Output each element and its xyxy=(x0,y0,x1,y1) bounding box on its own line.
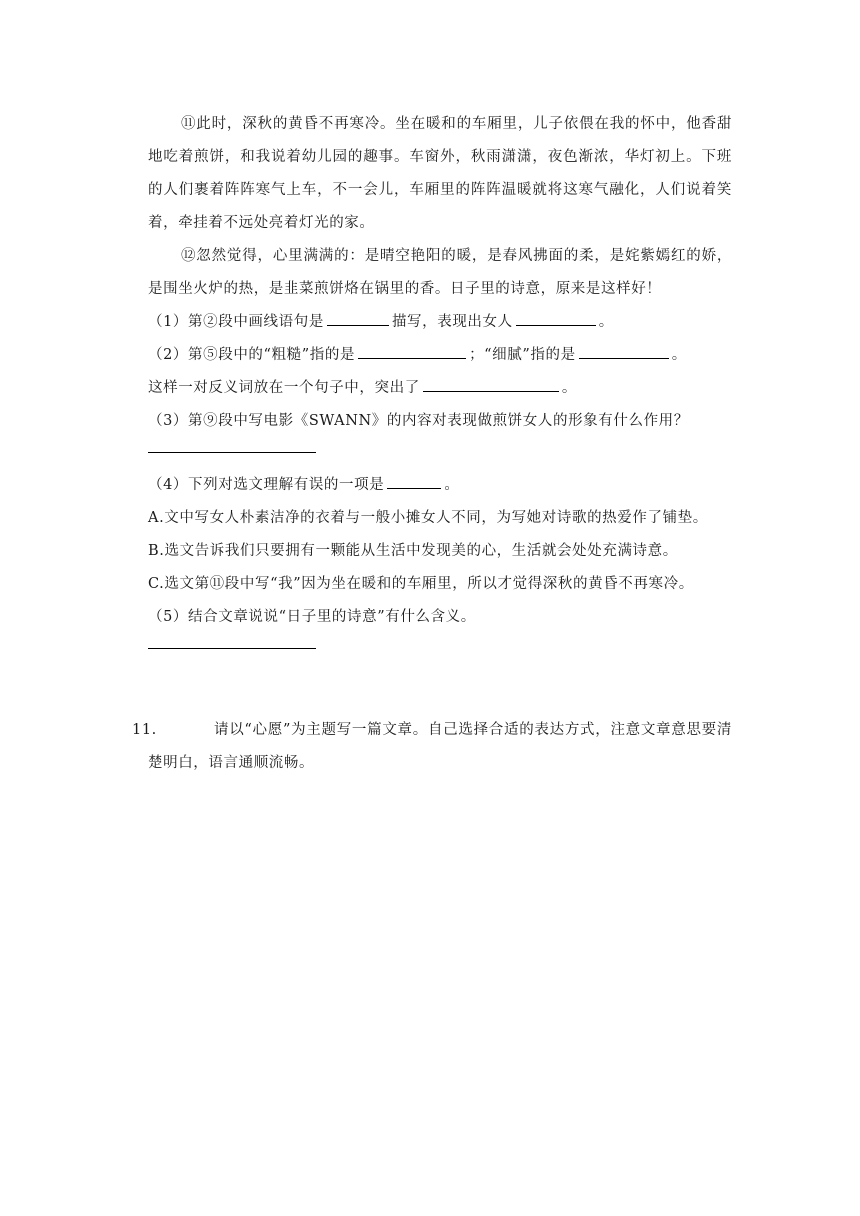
question-2-end: 。 xyxy=(671,347,687,363)
question-4-end: 。 xyxy=(444,477,460,493)
question-2-line2-end: 。 xyxy=(561,380,577,396)
question-2-line2: 这样一对反义词放在一个句子中，突出了 xyxy=(148,380,420,396)
option-a: A.文中写女人朴素洁净的衣着与一般小摊女人不同，为写她对诗歌的热爱作了铺垫。 xyxy=(148,510,708,526)
option-c: C.选文第⑪段中写“我”因为坐在暖和的车厢里，所以才觉得深秋的黄昏不再寒冷。 xyxy=(148,576,694,592)
question-number: 11. xyxy=(132,722,157,738)
question-1 xyxy=(148,306,732,339)
question-3: （3）第⑨段中写电影《SWANN》的内容对表现做煎饼女人的形象有什么作用？ xyxy=(148,413,689,429)
answer-line[interactable] xyxy=(148,648,316,649)
question-2-prompt: （2）第⑤段中的“粗糙”指的是 xyxy=(148,347,356,363)
question-4 xyxy=(148,469,732,502)
answer-blank[interactable] xyxy=(327,309,389,326)
option-b: B.选文告诉我们只要拥有一颗能从生活中发现美的心，生活就会处处充满诗意。 xyxy=(148,543,678,559)
question-1-prompt: （1）第②段中画线语句是 xyxy=(148,314,324,330)
answer-line[interactable] xyxy=(148,452,316,453)
question-2-middle: ；“细腻”指的是 xyxy=(469,347,576,363)
answer-blank[interactable] xyxy=(423,375,559,392)
question-2-continued xyxy=(148,372,732,405)
paragraph-12: ⑫忽然觉得，心里满满的：是晴空艳阳的暖，是春风拂面的柔，是姹紫嫣红的娇，是围坐火炉的热，是韭菜煎饼烙在锅里的香。日子里的诗意，原来是这样好！ xyxy=(148,248,732,297)
reading-section xyxy=(148,108,732,665)
paragraph-11: ⑪此时，深秋的黄昏不再寒冷。坐在暖和的车厢里，儿子依偎在我的怀中，他香甜地吃着煎饼，和我说着幼儿园的趣事。车窗外，秋雨潇潇，夜色渐浓，华灯初上。下班的人们裹着阵阵寒气上车，不一会儿，车厢里的阵阵温暖就将这寒气融化，人们说着笑着，牵挂着不远处亮着灯光的家。 xyxy=(148,116,732,231)
question-5: （5）结合文章说说“日子里的诗意”有什么含义。 xyxy=(148,609,476,625)
question-11 xyxy=(132,714,732,780)
question-2 xyxy=(148,339,732,372)
question-4-prompt: （4）下列对选文理解有误的一项是 xyxy=(148,477,385,493)
answer-blank[interactable] xyxy=(579,342,669,359)
answer-blank[interactable] xyxy=(387,472,441,489)
question-1-middle: 描写，表现出女人 xyxy=(391,314,513,330)
answer-blank[interactable] xyxy=(516,309,596,326)
question-11-text: 请以“心愿”为主题写一篇文章。自己选择合适的表达方式，注意文章意思要清楚明白，语言通顺流畅。 xyxy=(148,722,732,771)
question-1-end: 。 xyxy=(598,314,614,330)
answer-blank[interactable] xyxy=(358,342,466,359)
